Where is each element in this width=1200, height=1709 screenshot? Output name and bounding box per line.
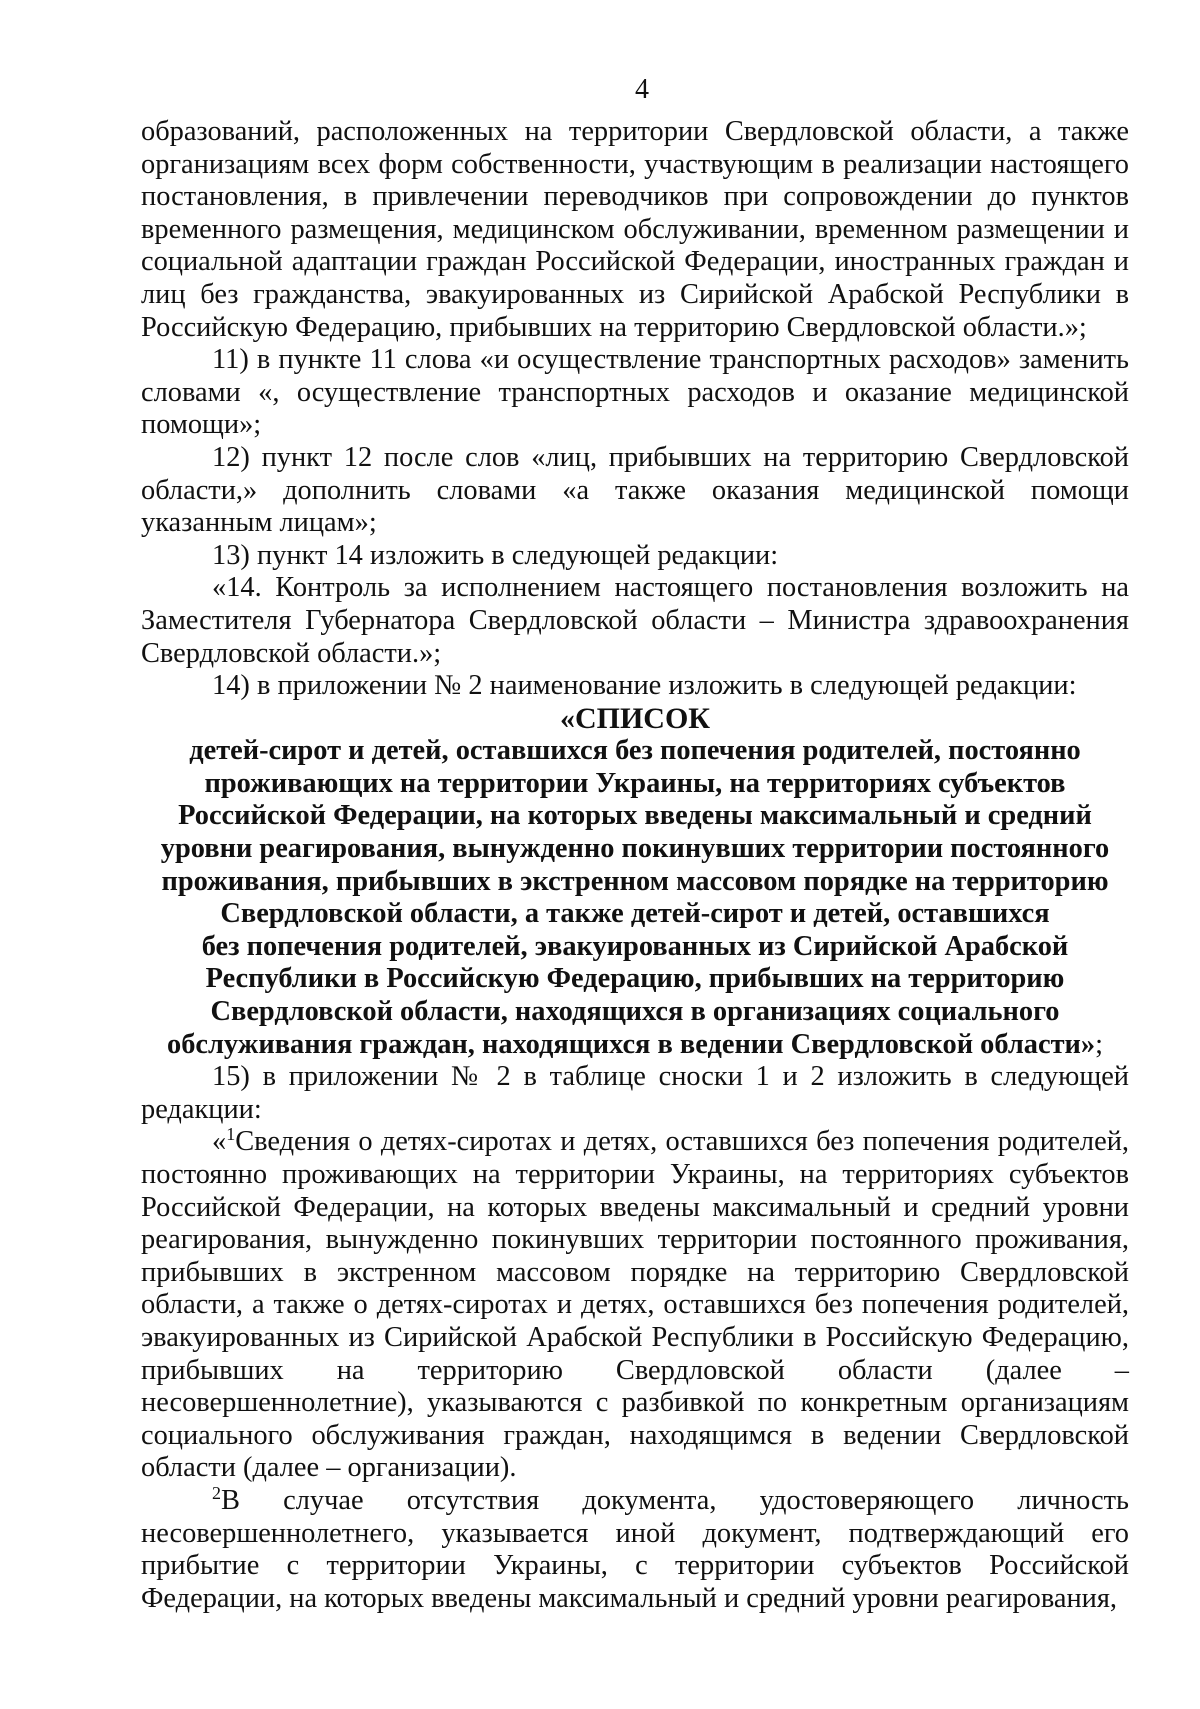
page-number: 4 (635, 74, 649, 105)
list-title-line: детей-сирот и детей, оставшихся без попечения родителей, постоянно (189, 735, 1081, 767)
list-title-last-line (141, 1029, 1129, 1062)
paragraph-item-14: 14) в приложении № 2 наименование изложить в следующей редакции: (212, 670, 1077, 702)
list-title-line: проживания, прибывших в экстренном массовом порядке на территорию (161, 865, 1109, 897)
paragraph-item-15: 15) в приложении № 2 в таблице сноски 1 и 2 изложить в следующей редакции: (141, 1061, 1129, 1125)
paragraph-item-13-quote: «14. Контроль за исполнением настоящего постановления возложить на Заместителя Губернатора Свердловской области – Министра здравоохранения Свердловской области.»; (141, 572, 1129, 669)
paragraph-item-13: 13) пункт 14 изложить в следующей редакции: (212, 539, 779, 571)
footnote-1-mark: 1 (226, 1124, 236, 1145)
footnote-1-open-quote: « (212, 1126, 227, 1158)
list-title-line: Российской Федерации, на которых введены максимальный и средний (178, 800, 1092, 832)
list-title-line: Свердловской области, находящихся в организациях социального (210, 996, 1060, 1028)
paragraph-continuation: образований, расположенных на территории Свердловской области, а также организациям всех форм собственности, участвующим в реализации настоящего постановления, в привлечении переводчиков при сопровождении до пунктов временного размещения, медицинском обслуживании, временном размещении и социальной адаптации граждан Российской Федерации, иностранных граждан и лиц без гражданства, эвакуированных из Сирийской Арабской Республики в Российскую Федерацию, прибывших на территорию Свердловской области.»; (141, 116, 1129, 343)
footnote-2-mark: 2 (212, 1482, 221, 1503)
document-body (141, 116, 1129, 1615)
paragraph-item-11: 11) в пункте 11 слова «и осуществление транспортных расходов» заменить словами «, осуществление транспортных расходов и оказание медицинской помощи»; (141, 344, 1129, 441)
footnote-1 (141, 1126, 1129, 1485)
list-title-line: проживающих на территории Украины, на территориях субъектов (204, 767, 1066, 799)
list-title-line: Свердловской области, а также детей-сирот и детей, оставшихся (220, 898, 1050, 930)
list-title (141, 703, 1129, 1062)
list-title-line: Республики в Российскую Федерацию, прибывших на территорию (205, 963, 1065, 995)
footnote-1-text: Сведения о детях-сиротах и детях, оставшихся без попечения родителей, постоянно проживающих на территории Украины, на территориях субъектов Российской Федерации, на которых введены максимальный и средний уровни реагирования, вынужденно покинувших территории постоянного проживания, прибывших в экстренном массовом порядке на территорию Свердловской области, а также о детях-сиротах и детях, оставшихся без попечения родителей, эвакуированных из Сирийской Арабской Республики в Российскую Федерацию, прибывших на территорию Свердловской области (далее – несовершеннолетние), указываются с разбивкой по конкретным организациям социального обслуживания граждан, находящимся в ведении Свердловской области (далее – организации). (141, 1126, 1129, 1484)
list-title-suffix: ; (1095, 1028, 1103, 1060)
footnote-2-text: В случае отсутствия документа, удостоверяющего личность несовершеннолетнего, указывается иной документ, подтверждающий его прибытие с территории Украины, с территории субъектов Российской Федерации, на которых введены максимальный и средний уровни реагирования, (141, 1484, 1129, 1614)
footnote-2 (141, 1482, 1129, 1615)
list-title-last-text: обслуживания граждан, находящихся в ведении Свердловской области» (167, 1028, 1096, 1060)
list-title-line: уровни реагирования, вынужденно покинувших территории постоянного (160, 833, 1110, 865)
list-title-head: «СПИСОК (559, 701, 711, 735)
list-title-line: без попечения родителей, эвакуированных из Сирийской Арабской (201, 930, 1069, 962)
paragraph-item-12: 12) пункт 12 после слов «лиц, прибывших на территорию Свердловской области,» дополнить словами «а также оказания медицинской помощи указанным лицам»; (141, 441, 1129, 539)
